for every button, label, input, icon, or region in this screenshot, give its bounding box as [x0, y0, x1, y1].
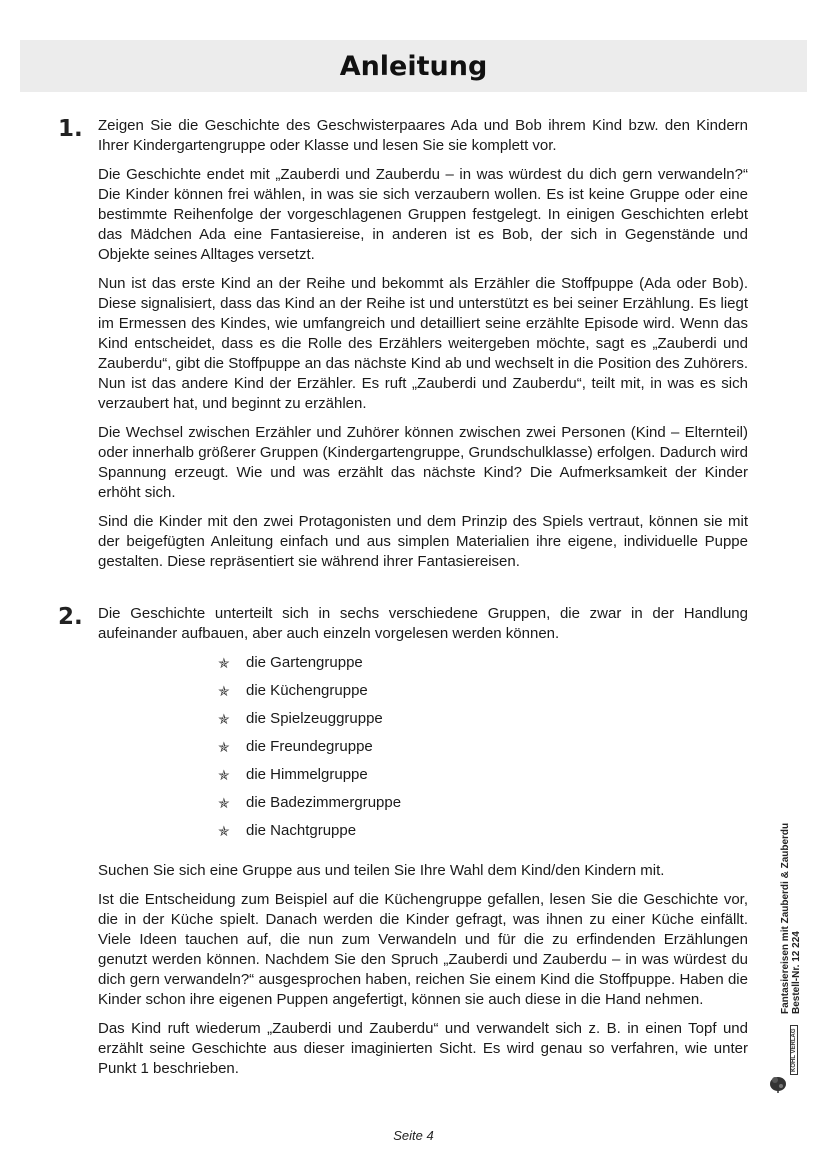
list-item: ✯ die Küchengruppe [218, 682, 368, 699]
list-item: ✯ die Nachtgruppe [218, 822, 357, 839]
list-item: ✯ die Freundegruppe [218, 738, 373, 755]
star-icon: ✯ [218, 739, 230, 755]
section-number: 2. [58, 604, 83, 630]
star-icon: ✯ [218, 683, 230, 699]
paragraph: Die Geschichte endet mit „Zauberdi und Zauberdu – in was würdest du dich gern verwandeln?“ Die Kinder können frei wählen, in was sie sich verzaubern wollen. Es ist keine Gruppe oder eine bestimmte Reihenfolge der vorgeschlagenen Gruppen festgelegt. In einigen Geschichten erlebt das Mädchen Ada eine Fantasiereise, in anderen ist es Bob, der sich in Gegenstände und Objekte seines Alltages versetzt. [98, 166, 748, 263]
title-bar [20, 40, 807, 92]
section-1 [58, 116, 748, 581]
list-item: ✯ die Badezimmergruppe [218, 794, 402, 811]
section-2 [58, 604, 748, 1088]
star-icon: ✯ [218, 823, 230, 839]
paragraph: Nun ist das erste Kind an der Reihe und bekommt als Erzähler die Stoffpuppe (Ada oder Bob). Diese signalisiert, dass das Kind an der Reihe ist und unterstützt es bei seiner Erzählung. Es liegt im Ermessen des Kindes, wie umfangreich und detailliert seine erzählte Episode wird. Wenn das Kind entscheidet, dass es die Rolle des Erzählers weitergeben möchte, sagt es „Zauberdi und Zauberdu“, gibt die Stoffpuppe an das nächste Kind ab und wechselt in die Position des Zuhörers. Nun ist das andere Kind der Erzähler. Es ruft „Zauberdi und Zauberdu“, teilt mit, in was es sich verzaubert hat, und beginnt zu erzählen. [98, 275, 748, 412]
paragraph: Sind die Kinder mit den zwei Protagonisten und dem Prinzip des Spiels vertraut, können sie mit der beigefügten Anleitung einfach und aus simplen Materialien ihre eigene, individuelle Puppe gestalten. Diese repräsentiert sie während ihrer Fantasiereisen. [98, 513, 748, 570]
paragraph: Die Wechsel zwischen Erzähler und Zuhörer können zwischen zwei Personen (Kind – Elternteil) oder innerhalb größerer Gruppen (Kindergartengruppe, Grundschulklasse) erfolgen. Dadurch wird Spannung erzeugt. Wie und was erzählt das nächste Kind? Die Aufmerksamkeit der Kinder erhöht sich. [98, 424, 748, 501]
paragraph: Das Kind ruft wiederum „Zauberdi und Zauberdu“ und verwandelt sich z. B. in einen Topf und erzählt seine Geschichte aus dieser imaginierten Sicht. Es wird genau so verfahren, wie unter Punkt 1 beschrieben. [98, 1020, 748, 1077]
side-order-number: Bestell-Nr. 12 224 [791, 931, 802, 1014]
star-icon: ✯ [218, 655, 230, 671]
group-list [98, 653, 748, 849]
list-item: ✯ die Gartengruppe [218, 654, 363, 671]
page-number: Seite 4 [393, 1128, 434, 1143]
paragraph: Suchen Sie sich eine Gruppe aus und teilen Sie Ihre Wahl dem Kind/den Kindern mit. [98, 862, 665, 879]
paragraph: Die Geschichte unterteilt sich in sechs verschiedene Gruppen, die zwar in der Handlung aufeinander aufbauen, aber auch einzeln vorgelesen werden können. [98, 605, 748, 642]
paragraph: Ist die Entscheidung zum Beispiel auf die Küchengruppe gefallen, lesen Sie die Geschichte vor, die in der Küche spielt. Danach werden die Kinder gefragt, was ihnen zu einer Küche einfällt. Viele Ideen tauchen auf, die nun zum Verwandeln und für die zu erfindenden Erzählungen genutzt werden können. Nachdem Sie den Spruch „Zauberdi und Zauberdu – in was würdest du dich gern verwandeln?“ ausgesprochen haben, reichen Sie einem Kind die Stoffpuppe. Haben die Kinder schon ihre eigenen Puppen angefertigt, können sie auch diese in die Hand nehmen. [98, 891, 748, 1008]
star-icon: ✯ [218, 795, 230, 811]
side-title: Fantasiereisen mit Zauberdi & Zauberdu [780, 822, 791, 1014]
paragraph: Zeigen Sie die Geschichte des Geschwisterpaares Ada und Bob ihrem Kind bzw. den Kindern Ihrer Kindergartengruppe oder Klasse und lesen Sie sie komplett vor. [98, 117, 748, 154]
logo-text: KOHL VERLAG [790, 1025, 798, 1075]
page-title: Anleitung [339, 50, 488, 82]
list-item: ✯ die Spielzeuggruppe [218, 710, 383, 727]
list-item: ✯ die Himmelgruppe [218, 766, 368, 783]
star-icon: ✯ [218, 711, 230, 727]
star-icon: ✯ [218, 767, 230, 783]
side-imprint [780, 823, 802, 1014]
section-number: 1. [58, 116, 83, 142]
